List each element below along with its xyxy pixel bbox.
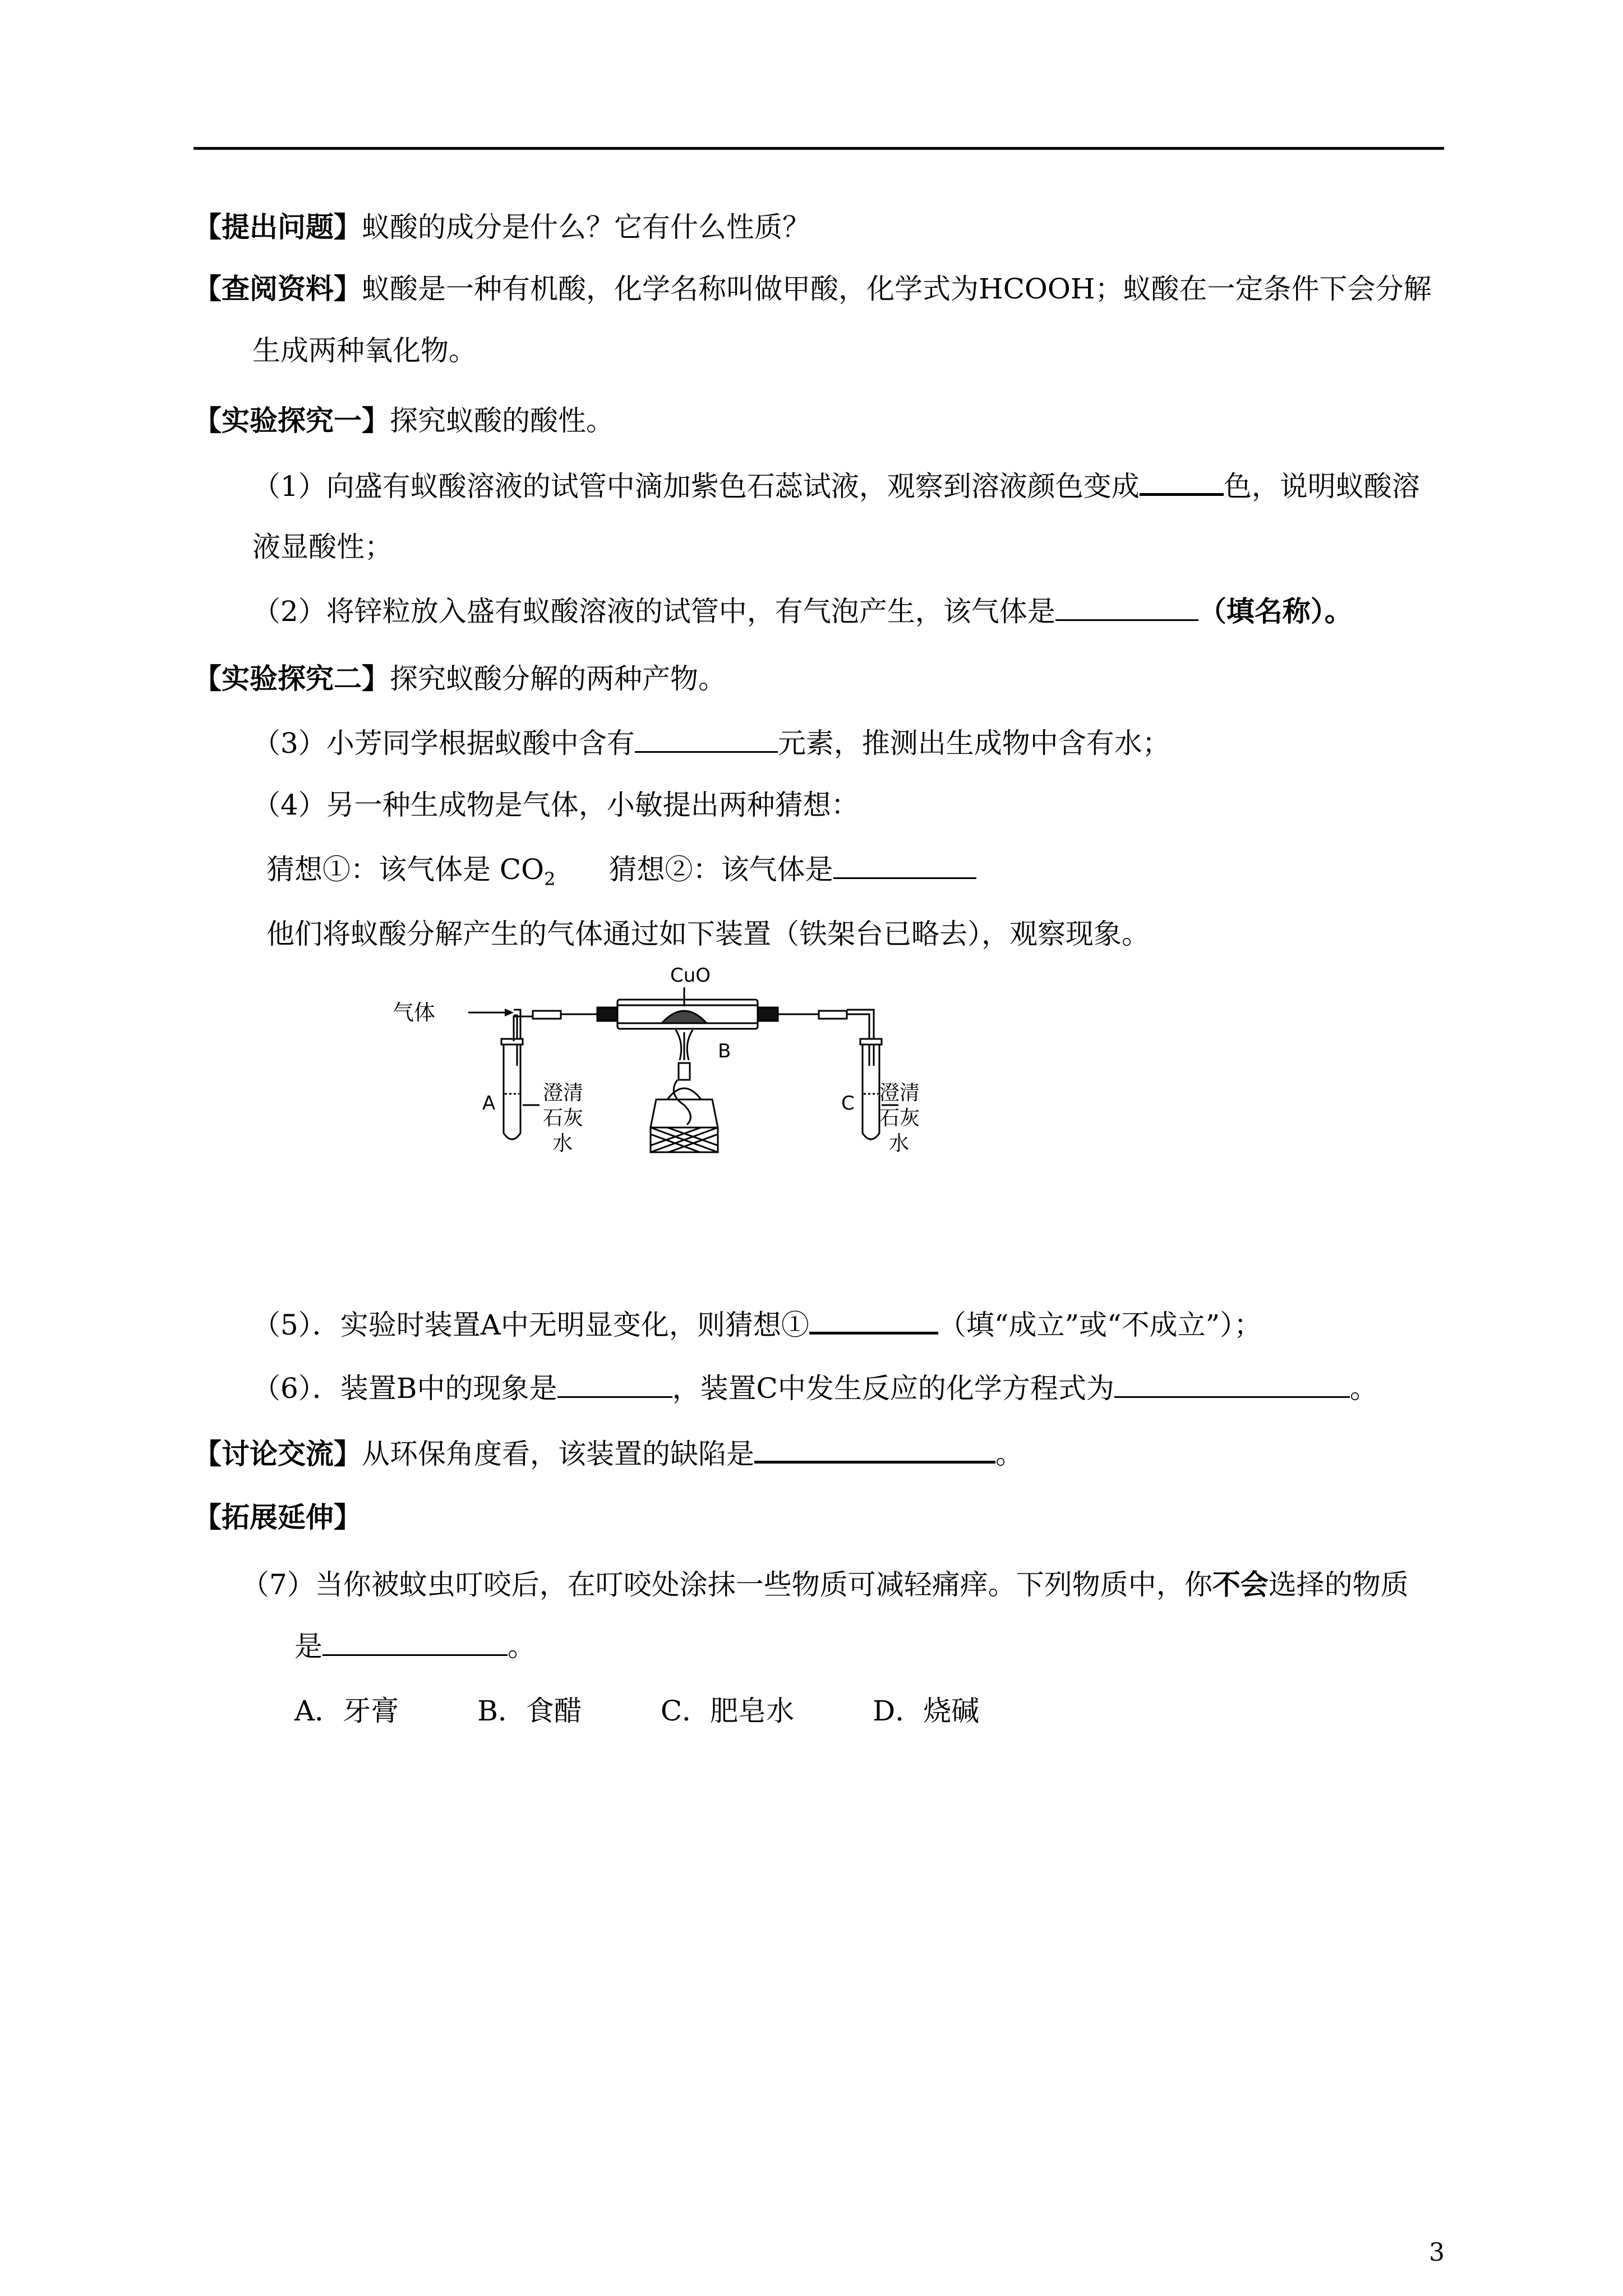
question-7: （7）当你被蚊虫叮咬后，在叮咬处涂抹一些物质可减轻痛痒。下列物质中，你不会选择的物质	[241, 1568, 1409, 1601]
section-label: 【提出问题】	[193, 211, 362, 243]
answer-blank-6a[interactable]	[557, 1372, 672, 1398]
option-a[interactable]: A．牙膏	[294, 1695, 399, 1727]
section-label: 【拓展延伸】	[193, 1501, 362, 1534]
limewater-a-label-1: 澄清	[543, 1082, 584, 1105]
section-label: 【讨论交流】	[193, 1438, 362, 1470]
test-tube-c	[863, 1043, 879, 1139]
answer-blank-1[interactable]	[1140, 468, 1224, 496]
options-row	[294, 1694, 979, 1728]
option-b[interactable]: B．食醋	[477, 1695, 582, 1727]
section-label: 【查阅资料】	[193, 273, 362, 305]
question-1-cont: 液显酸性；	[252, 531, 393, 563]
question-3: （3）小芳同学根据蚁酸中含有 元素，推测出生成物中含有水；	[252, 727, 1170, 760]
b-label: B	[718, 1040, 731, 1062]
answer-blank-discussion[interactable]	[754, 1436, 995, 1464]
answer-blank-4[interactable]	[833, 853, 976, 879]
question-4: （4）另一种生成物是气体，小敏提出两种猜想：	[252, 789, 859, 821]
option-c[interactable]: C．肥皂水	[660, 1695, 795, 1727]
section-label: 【实验探究一】	[193, 404, 390, 437]
answer-blank-7[interactable]	[322, 1630, 508, 1656]
header-rule	[193, 147, 1444, 150]
section-label: 【实验探究二】	[193, 662, 390, 695]
option-d[interactable]: D．烧碱	[873, 1695, 980, 1727]
apparatus-diagram	[393, 965, 953, 1167]
answer-blank-3[interactable]	[635, 726, 778, 753]
reference-line-1: 【查阅资料】蚁酸是一种有机酸，化学名称叫做甲酸，化学式为HCOOH；蚁酸在一定条件下会分解	[193, 273, 1432, 305]
extension-heading	[193, 1501, 362, 1534]
question-5: （5）．实验时装置A中无明显变化，则猜想① （填“成立”或“不成立”）；	[252, 1307, 1262, 1342]
c-label: C	[841, 1092, 855, 1115]
question-7-cont: 是 。	[294, 1630, 536, 1663]
guess-line: 猜想①：该气体是 $CO_2$ 猜想②：该气体是	[266, 853, 976, 896]
answer-blank-5[interactable]	[809, 1307, 938, 1335]
experiment-2-heading: 【实验探究二】探究蚁酸分解的两种产物。	[193, 662, 726, 695]
gas-label: 气体	[393, 1000, 436, 1025]
a-label: A	[482, 1092, 496, 1115]
limewater-a-label-3: 水	[552, 1132, 573, 1155]
cuo-label: CuO	[670, 965, 711, 987]
limewater-c-label-3: 水	[889, 1132, 910, 1155]
answer-blank-6b[interactable]	[1114, 1372, 1350, 1398]
limewater-a-label-2: 石灰	[543, 1107, 584, 1130]
question-6: （6）．装置B中的现象是 ，装置C中发生反应的化学方程式为 。	[252, 1372, 1378, 1405]
question-2: （2）将锌粒放入盛有蚁酸溶液的试管中，有气泡产生，该气体是 （填名称）。	[252, 595, 1353, 628]
setup-description: 他们将蚁酸分解产生的气体通过如下装置（铁架台已略去），观察现象。	[266, 918, 1150, 950]
limewater-c-label-1: 澄清	[879, 1082, 920, 1105]
question-intro: 【提出问题】蚁酸的成分是什么？它有什么性质？	[193, 211, 810, 243]
discussion: 【讨论交流】从环保角度看，该装置的缺陷是 。	[193, 1436, 1023, 1471]
experiment-1-heading: 【实验探究一】探究蚁酸的酸性。	[193, 404, 614, 437]
answer-blank-2[interactable]	[1055, 595, 1198, 621]
reference-line-2: 生成两种氧化物。	[252, 334, 477, 367]
question-1: （1）向盛有蚁酸溶液的试管中滴加紫色石蕊试液，观察到溶液颜色变成 色，说明蚁酸溶	[252, 468, 1420, 503]
limewater-c-label-2: 石灰	[879, 1107, 920, 1130]
page-number: 3	[1429, 2238, 1445, 2267]
